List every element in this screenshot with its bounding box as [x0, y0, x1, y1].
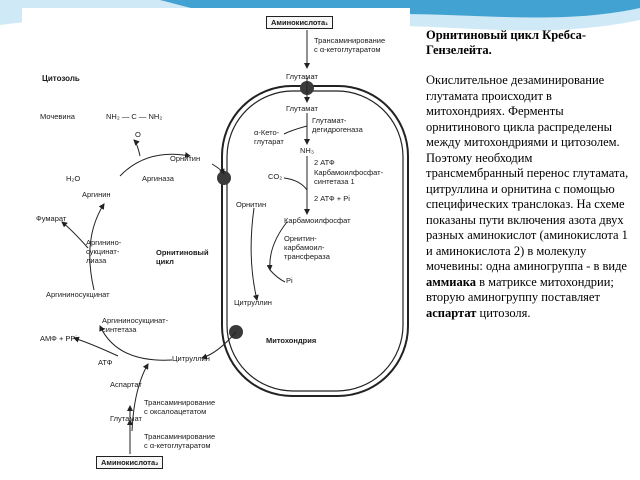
argininosuccinate-synthetase-label: Аргининосукцинат- синтетаза	[102, 316, 169, 334]
atp-label: АТФ	[98, 358, 113, 367]
body-segment-ammonia: аммиака	[426, 274, 476, 289]
pi-label: Pi	[286, 276, 293, 285]
body-segment: Окислительное дезаминирование глутамата происходит в митохондриях. Ферменты орнитинового цикла распределены между митохондриями и цитозолем. Поэтому необходим трансмембранный перенос глутамата, цитруллина и орнитина с помощью специфических транслоказ. На схеме показаны пути включения азота двух разных аминокислот (аминокислота 1 и аминокислота 2) в молекулу мочевины: одна аминогруппа - в виде	[426, 73, 629, 273]
slide-body	[426, 73, 630, 321]
co2-branch	[284, 178, 307, 190]
water-label: H₂O	[66, 174, 81, 183]
body-segment: в матриксе митохондрии; вторую аминогруппу поставляет	[426, 274, 614, 304]
argininosuccinate-label: Аргининосукцинат	[46, 290, 110, 299]
urea-formula: NH₂ — C — NH₂	[106, 112, 163, 121]
fumarate-release	[62, 222, 88, 248]
co2-label: CO₂	[268, 172, 283, 181]
amp-ppi-label: АМФ + PPi	[40, 334, 78, 343]
akg-branch	[284, 126, 307, 134]
arginase-label: Аргиназа	[142, 174, 174, 183]
aminoacid2-box: Аминокислота₂	[96, 456, 163, 469]
glutamate-mito-label: Глутамат	[286, 104, 318, 113]
carbamoylphosphate-synthetase-label: Карбамоилфосфат- синтетаза 1	[314, 168, 384, 186]
ornithine-cycle-label: Орнитиновый цикл	[156, 248, 209, 266]
atp-amp-branch	[74, 338, 118, 356]
ornithine-mito-label: Орнитин	[236, 200, 267, 209]
nh3-label: NH₃	[300, 146, 314, 155]
aminoacid1-box: Аминокислота₁	[266, 16, 333, 29]
aspartate-label: Аспартат	[110, 380, 142, 389]
slide-title: Орнитиновый цикл Кребса-Гензелейта.	[426, 28, 587, 57]
atp2-label: 2 АТФ	[314, 158, 335, 167]
alpha-ketoglutarate-label: α-Кето- глутарат	[254, 128, 284, 146]
carbamoylphosphate-label: Карбамоилфосфат	[284, 216, 351, 225]
transamination-top-label: Трансаминирование с α-кетоглутаратом	[314, 36, 386, 54]
ornithine-to-citrulline-arc	[251, 208, 257, 300]
glutamate-dehydrogenase-label: Глутамат- дегидрогеназа	[312, 116, 363, 134]
urea-oxygen: O	[135, 130, 141, 139]
glutamate-cytosol-label: Глутамат	[286, 72, 318, 81]
otc-enzyme-label: Орнитин- карбамоил- трансфераза	[284, 234, 330, 261]
cytosol-label: Цитозоль	[42, 74, 80, 83]
body-segment: цитозоля.	[476, 305, 531, 320]
body-segment-aspartate: аспартат	[426, 305, 477, 320]
ornithine-cycle-diagram	[22, 8, 410, 474]
urea-label: Мочевина	[40, 112, 75, 121]
arginine-label: Аргинин	[82, 190, 111, 199]
pi-branch	[270, 270, 285, 282]
ornithine-cytosol-label: Орнитин	[170, 154, 201, 163]
slide-text-column	[426, 28, 630, 321]
fumarate-label: Фумарат	[36, 214, 67, 223]
citrulline-cytosol-label: Цитруллин	[172, 354, 210, 363]
argininosuccinate-lyase-label: Аргинино- сукцинат- лиаза	[86, 238, 122, 265]
adp-pi-label: 2 АТФ + Pi	[314, 194, 350, 203]
citrulline-mito-label: Цитруллин	[234, 298, 272, 307]
transamination-oaa-label: Трансаминирование с оксалоацетатом	[144, 398, 216, 416]
glutamate-bottom-label: Глутамат	[110, 414, 142, 423]
urea-release	[134, 140, 140, 156]
diagram-lines	[22, 8, 410, 474]
mitochondria-label: Митохондрия	[266, 336, 317, 345]
transamination-bottom-label: Трансаминирование с α-кетоглутаратом	[144, 432, 216, 450]
